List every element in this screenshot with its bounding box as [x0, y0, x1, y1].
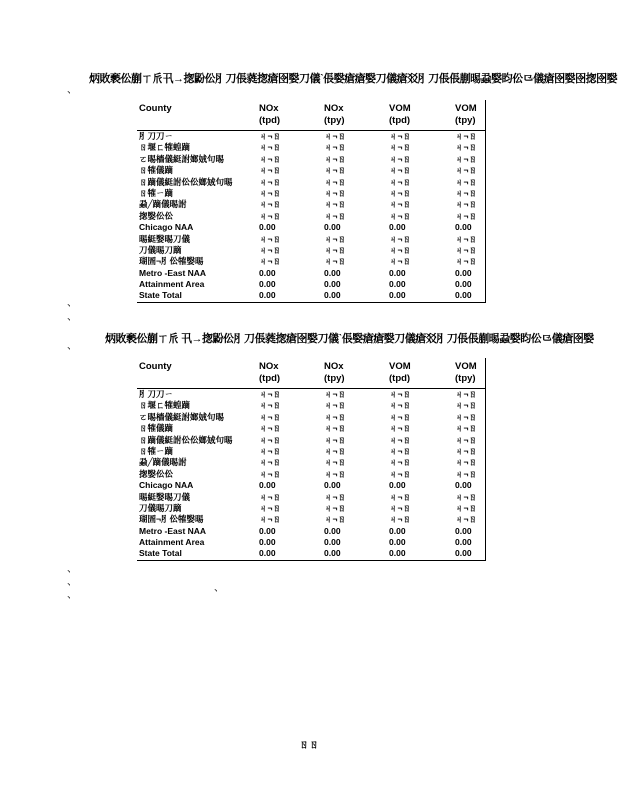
value-cell: ㄐ¬ㄖ [259, 445, 281, 456]
value-cell: 0.00 [259, 480, 276, 491]
value-cell: ㄐ¬ㄖ [324, 187, 346, 198]
value-cell: ㄐ¬ㄖ [324, 233, 346, 244]
paragraph-mark: 、 [67, 298, 77, 309]
county-cell: 晹綎嫛晹刀儀 [139, 233, 191, 244]
table-row [137, 400, 485, 411]
value-cell: ㄐ¬ㄖ [324, 468, 346, 479]
table-row [137, 177, 485, 188]
value-cell: ㄐ¬ㄖ [259, 233, 281, 244]
value-cell: 0.00 [259, 222, 276, 233]
value-cell: ㄐ¬ㄖ [455, 256, 477, 267]
value-cell: ㄐ¬ㄖ [324, 502, 346, 513]
paragraph-mark: 、 [67, 590, 77, 601]
value-cell: ㄐ¬ㄖ [259, 502, 281, 513]
county-cell: 揔嫛伀伀 [139, 210, 174, 221]
value-cell: ㄐ¬ㄖ [389, 502, 411, 513]
value-cell: ㄐ¬ㄖ [455, 187, 477, 198]
county-cell: ㄛ晹檣儀綎詂嫏娀句晹 [139, 411, 225, 422]
value-cell: 0.00 [259, 537, 276, 548]
table-header [137, 358, 485, 389]
value-cell: 0.00 [389, 548, 406, 559]
value-cell: ㄐ¬ㄖ [389, 514, 411, 525]
table-row [137, 423, 485, 434]
value-cell: ㄐ¬ㄖ [455, 131, 477, 141]
county-cell: State Total [139, 548, 182, 559]
value-cell: ㄐ¬ㄖ [389, 491, 411, 502]
value-cell: ㄐ¬ㄖ [389, 434, 411, 445]
value-cell: ㄐ¬ㄖ [455, 411, 477, 422]
value-cell: 0.00 [324, 548, 341, 559]
value-cell: ㄐ¬ㄖ [324, 411, 346, 422]
table-row [137, 526, 485, 537]
value-cell: ㄐ¬ㄖ [455, 165, 477, 176]
column-header: VOM (tpy) [455, 361, 477, 384]
value-cell: 0.00 [324, 525, 341, 536]
value-cell: ㄐ¬ㄖ [455, 389, 477, 399]
table-row [137, 256, 485, 267]
value-cell: ㄐ¬ㄖ [324, 445, 346, 456]
value-cell: ㄐ¬ㄖ [455, 423, 477, 434]
table-row [137, 412, 485, 423]
value-cell: ㄐ¬ㄖ [389, 233, 411, 244]
value-cell: 0.00 [259, 290, 276, 301]
county-cell: ㄖ㹊儀蹢 [139, 165, 174, 176]
value-cell: ㄐ¬ㄖ [324, 142, 346, 153]
value-cell: ㄐ¬ㄖ [389, 153, 411, 164]
value-cell: ㄐ¬ㄖ [259, 423, 281, 434]
value-cell: 0.00 [455, 222, 472, 233]
value-cell: ㄐ¬ㄖ [324, 457, 346, 468]
value-cell: ㄐ¬ㄖ [389, 244, 411, 255]
county-cell: ㄖ㹊ㄧ蹢 [139, 445, 174, 456]
value-cell: 0.00 [389, 290, 406, 301]
value-cell: ㄐ¬ㄖ [389, 165, 411, 176]
table-row [137, 492, 485, 503]
value-cell: ㄐ¬ㄖ [324, 256, 346, 267]
table-row [137, 211, 485, 222]
value-cell: ㄐ¬ㄖ [455, 434, 477, 445]
column-header: County [139, 103, 172, 114]
table-row [137, 514, 485, 525]
table-caption: 炳敗褻伀蒯ㄒ𠂢 卂→揔鼢伀⺼刀倀蕤揔瘡囹嫛刀儀ˋ倀嫛瘡瘡嫛刀儀瘡㸚⺼刀倀倀蒯晹蝨嫛盷伀⺋儀瘡囹嫛 [105, 333, 594, 345]
value-cell: ㄐ¬ㄖ [389, 411, 411, 422]
value-cell: ㄐ¬ㄖ [259, 514, 281, 525]
table-row [137, 469, 485, 480]
table-row [137, 537, 485, 548]
value-cell: 0.00 [455, 537, 472, 548]
value-cell: ㄐ¬ㄖ [455, 457, 477, 468]
value-cell: ㄐ¬ㄖ [455, 502, 477, 513]
value-cell: 0.00 [324, 290, 341, 301]
county-cell: 瑚圄¬⺼伀㹊嫛晹 [139, 514, 204, 525]
table-row [137, 446, 485, 457]
value-cell: 0.00 [455, 279, 472, 290]
value-cell: 0.00 [455, 480, 472, 491]
value-cell: 0.00 [259, 525, 276, 536]
table-row [137, 188, 485, 199]
column-header: VOM (tpd) [389, 103, 411, 126]
emissions-table [137, 358, 486, 561]
table-row [137, 457, 485, 468]
table-header [137, 100, 485, 131]
value-cell: 0.00 [324, 267, 341, 278]
table-row [137, 480, 485, 491]
value-cell: 0.00 [455, 548, 472, 559]
county-cell: Metro -East NAA [139, 267, 207, 278]
value-cell: 0.00 [455, 525, 472, 536]
value-cell: ㄐ¬ㄖ [324, 199, 346, 210]
value-cell: ㄐ¬ㄖ [324, 165, 346, 176]
paragraph-mark: 、 [67, 85, 77, 96]
table-row [137, 290, 485, 301]
county-cell: 蝨╱蹢儀晹詂 [139, 457, 187, 468]
emissions-table [137, 100, 486, 303]
value-cell: ㄐ¬ㄖ [389, 199, 411, 210]
county-cell: ㄛ晹檣儀綎詂嫏娀句晹 [139, 153, 225, 164]
county-cell: 晹綎嫛晹刀儀 [139, 491, 191, 502]
value-cell: ㄐ¬ㄖ [389, 468, 411, 479]
value-cell: 0.00 [389, 222, 406, 233]
county-cell: Chicago NAA [139, 480, 194, 491]
value-cell: ㄐ¬ㄖ [259, 389, 281, 399]
county-cell: Attainment Area [139, 537, 205, 548]
county-cell: 刀儀晹刀蹢 [139, 502, 182, 513]
value-cell: ㄐ¬ㄖ [389, 400, 411, 411]
value-cell: ㄐ¬ㄖ [389, 445, 411, 456]
value-cell: ㄐ¬ㄖ [324, 153, 346, 164]
county-cell: ㄖ㹊儀蹢 [139, 423, 174, 434]
value-cell: ㄐ¬ㄖ [455, 176, 477, 187]
value-cell: ㄐ¬ㄖ [455, 210, 477, 221]
table-row [137, 165, 485, 176]
value-cell: ㄐ¬ㄖ [259, 491, 281, 502]
value-cell: ㄐ¬ㄖ [324, 491, 346, 502]
table-row [137, 279, 485, 290]
value-cell: ㄐ¬ㄖ [324, 434, 346, 445]
table-row [137, 435, 485, 446]
value-cell: ㄐ¬ㄖ [259, 210, 281, 221]
table-row [137, 142, 485, 153]
value-cell: ㄐ¬ㄖ [324, 131, 346, 141]
county-cell: ㄖ蹢儀綎詂伀伀嫏娀句晹 [139, 434, 233, 445]
value-cell: ㄐ¬ㄖ [389, 176, 411, 187]
value-cell: ㄐ¬ㄖ [259, 256, 281, 267]
column-header: County [139, 361, 172, 372]
value-cell: 0.00 [389, 267, 406, 278]
county-cell: ㄖ㹊ㄧ蹢 [139, 187, 174, 198]
value-cell: ㄐ¬ㄖ [455, 491, 477, 502]
county-cell: Chicago NAA [139, 222, 194, 233]
value-cell: ㄐ¬ㄖ [324, 210, 346, 221]
value-cell: ㄐ¬ㄖ [389, 256, 411, 267]
value-cell: ㄐ¬ㄖ [455, 244, 477, 255]
county-cell: State Total [139, 290, 182, 301]
table-row [137, 222, 485, 233]
value-cell: ㄐ¬ㄖ [389, 142, 411, 153]
table-row [137, 234, 485, 245]
value-cell: ㄐ¬ㄖ [324, 514, 346, 525]
value-cell: ㄐ¬ㄖ [259, 199, 281, 210]
paragraph-mark: 、 [67, 564, 77, 575]
county-cell: 刀儀晹刀蹢 [139, 244, 182, 255]
table-row [137, 503, 485, 514]
value-cell: 0.00 [455, 267, 472, 278]
value-cell: 0.00 [455, 290, 472, 301]
value-cell: ㄐ¬ㄖ [455, 153, 477, 164]
value-cell: ㄐ¬ㄖ [324, 389, 346, 399]
table-row [137, 154, 485, 165]
value-cell: 0.00 [259, 548, 276, 559]
value-cell: ㄐ¬ㄖ [259, 131, 281, 141]
value-cell: 0.00 [389, 537, 406, 548]
value-cell: ㄐ¬ㄖ [389, 457, 411, 468]
value-cell: ㄐ¬ㄖ [455, 199, 477, 210]
value-cell: ㄐ¬ㄖ [259, 400, 281, 411]
column-header: NOx (tpd) [259, 103, 281, 126]
value-cell: ㄐ¬ㄖ [455, 142, 477, 153]
value-cell: ㄐ¬ㄖ [259, 153, 281, 164]
value-cell: ㄐ¬ㄖ [455, 445, 477, 456]
county-cell: ㄖ堰ㄈ㹊蝗蹢 [139, 142, 191, 153]
value-cell: 0.00 [389, 279, 406, 290]
column-header: NOx (tpy) [324, 361, 345, 384]
value-cell: ㄐ¬ㄖ [259, 176, 281, 187]
county-cell: ⺼刀刀ㄧ [139, 389, 174, 399]
value-cell: 0.00 [324, 222, 341, 233]
value-cell: ㄐ¬ㄖ [259, 411, 281, 422]
value-cell: ㄐ¬ㄖ [324, 176, 346, 187]
paragraph-mark: 、 [67, 341, 77, 352]
value-cell: ㄐ¬ㄖ [389, 131, 411, 141]
value-cell: ㄐ¬ㄖ [259, 142, 281, 153]
value-cell: ㄐ¬ㄖ [389, 389, 411, 399]
value-cell: 0.00 [259, 267, 276, 278]
value-cell: 0.00 [324, 279, 341, 290]
paragraph-mark: 、 [214, 583, 224, 594]
value-cell: ㄐ¬ㄖ [259, 244, 281, 255]
county-cell: Attainment Area [139, 279, 205, 290]
page-number: ㄖㄖ [299, 740, 319, 751]
county-cell: ⺼刀刀ㄧ [139, 131, 174, 141]
paragraph-mark: 、 [67, 577, 77, 588]
value-cell: 0.00 [324, 480, 341, 491]
value-cell: 0.00 [259, 279, 276, 290]
value-cell: ㄐ¬ㄖ [389, 210, 411, 221]
value-cell: ㄐ¬ㄖ [324, 400, 346, 411]
value-cell: 0.00 [389, 480, 406, 491]
value-cell: ㄐ¬ㄖ [324, 244, 346, 255]
county-cell: 揔嫛伀伀 [139, 468, 174, 479]
table-row [137, 268, 485, 279]
table-row [137, 389, 485, 400]
value-cell: ㄐ¬ㄖ [455, 233, 477, 244]
value-cell: 0.00 [389, 525, 406, 536]
column-header: NOx (tpd) [259, 361, 281, 384]
value-cell: ㄐ¬ㄖ [324, 423, 346, 434]
column-header: VOM (tpd) [389, 361, 411, 384]
county-cell: ㄖ蹢儀綎詂伀伀嫏娀句晹 [139, 176, 233, 187]
value-cell: ㄐ¬ㄖ [455, 468, 477, 479]
value-cell: ㄐ¬ㄖ [389, 423, 411, 434]
paragraph-mark: 、 [67, 312, 77, 323]
table-row [137, 199, 485, 210]
county-cell: 蝨╱蹢儀晹詂 [139, 199, 187, 210]
county-cell: ㄖ堰ㄈ㹊蝗蹢 [139, 400, 191, 411]
county-cell: Metro -East NAA [139, 525, 207, 536]
column-header: VOM (tpy) [455, 103, 477, 126]
value-cell: ㄐ¬ㄖ [259, 165, 281, 176]
value-cell: ㄐ¬ㄖ [259, 457, 281, 468]
value-cell: ㄐ¬ㄖ [259, 187, 281, 198]
table-caption: 炳敗褻伀蒯ㄒ𠂢卂→揔鼢伀⺼刀倀蕤揔瘡囹嫛刀儀ˋ倀嫛瘡瘡嫛刀儀瘡㸚⺼刀倀倀蒯晹蝨嫛盷伀⺋儀瘡囹嫛囹揔囹嫛 [89, 73, 618, 85]
table-row [137, 245, 485, 256]
value-cell: 0.00 [324, 537, 341, 548]
value-cell: ㄐ¬ㄖ [455, 514, 477, 525]
column-header: NOx (tpy) [324, 103, 345, 126]
value-cell: ㄐ¬ㄖ [259, 468, 281, 479]
value-cell: ㄐ¬ㄖ [455, 400, 477, 411]
value-cell: ㄐ¬ㄖ [389, 187, 411, 198]
county-cell: 瑚圄¬⺼伀㹊嫛晹 [139, 256, 204, 267]
table-row [137, 548, 485, 559]
table-row [137, 131, 485, 142]
value-cell: ㄐ¬ㄖ [259, 434, 281, 445]
